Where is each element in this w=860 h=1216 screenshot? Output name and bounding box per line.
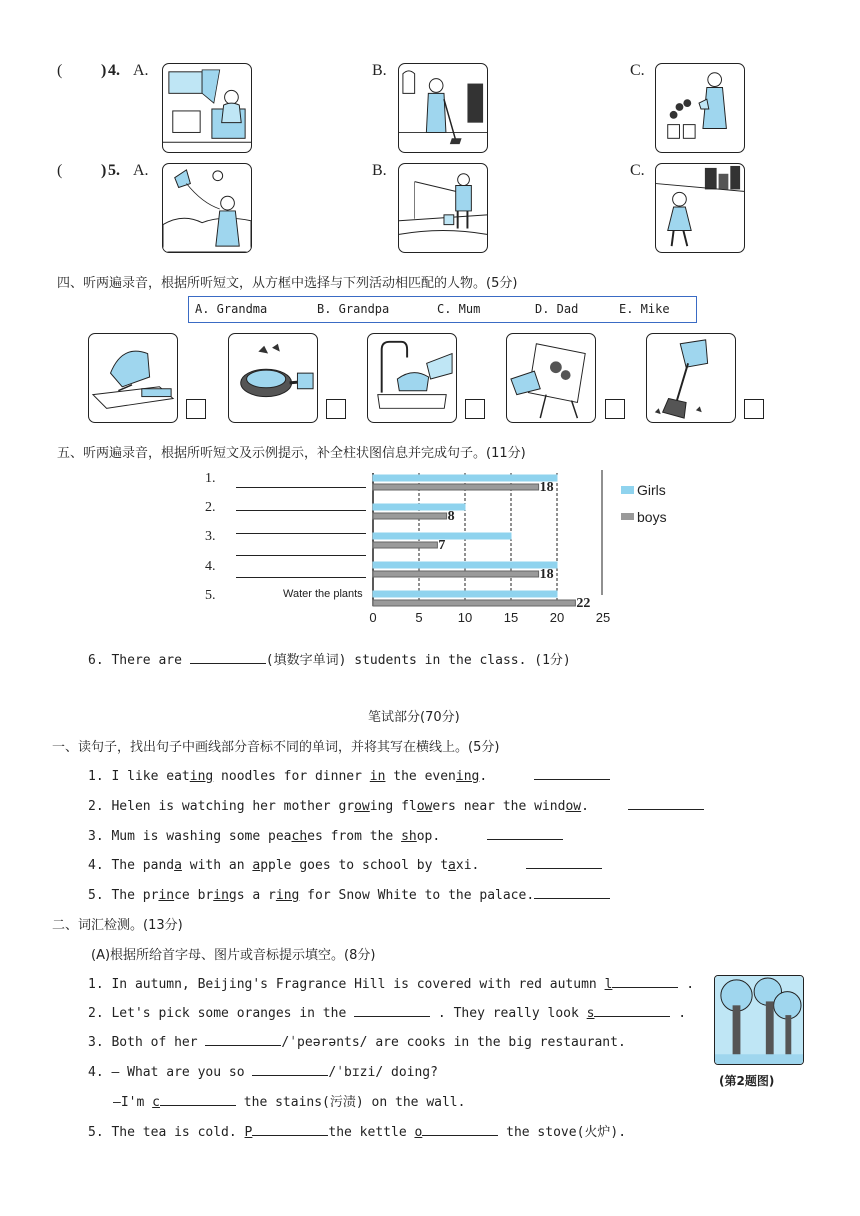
picture-5b-boy-fishing[interactable]	[398, 163, 488, 253]
chart-legend-swatch-boys	[621, 513, 634, 520]
part-1-title: 一、读句子，找出句子中画线部分音标不同的单词，并将其写在横线上。(5分)	[52, 740, 500, 755]
chart-data-label-boys-1: 18	[539, 480, 554, 495]
phonics-blank-4[interactable]	[526, 855, 602, 869]
vocab-blank-5a[interactable]	[252, 1122, 328, 1136]
picture-4c-girl-watering-flowers[interactable]	[655, 63, 745, 153]
chart-x-tick-10: 10	[457, 610, 473, 625]
chart-bar-boys-2	[373, 513, 447, 519]
vocab-blank-4b[interactable]	[160, 1092, 236, 1106]
chart-bar-boys-3	[373, 542, 437, 548]
phonics-blank-5[interactable]	[534, 885, 610, 899]
question-6-number: 6.	[88, 653, 104, 668]
phonics-item-5: 5. The prince brings a ring for Snow White to the palace.	[88, 885, 610, 903]
phonics-blank-2[interactable]	[628, 796, 704, 810]
name-options-box	[188, 296, 697, 323]
answer-paren-open-5: (	[57, 162, 63, 179]
figure-autumn-trees	[714, 975, 804, 1065]
option-label-5c: C.	[630, 162, 645, 179]
vocab-blank-2b[interactable]	[594, 1003, 670, 1017]
picture-4b-girl-sweeping[interactable]	[398, 63, 488, 153]
chart-x-tick-25: 25	[595, 610, 611, 625]
option-label-4c: C.	[630, 62, 645, 79]
vocab-blank-2a[interactable]	[354, 1003, 430, 1017]
answer-box-2[interactable]	[326, 399, 346, 419]
chart-row-number-5: 5.	[205, 588, 216, 603]
question-6-text-after: (填数字单词) students in the class. (1分)	[265, 653, 571, 668]
name-option-e: E. Mike	[619, 302, 670, 316]
chart-bar-boys-4	[373, 571, 539, 577]
vocab-blank-3[interactable]	[205, 1032, 281, 1046]
activity-picture-painting[interactable]	[506, 333, 596, 423]
answer-paren-open-4: (	[57, 62, 63, 79]
chart-data-label-boys-4: 18	[539, 567, 554, 582]
chart-bar-girls-4	[373, 562, 557, 568]
picture-5a-girl-flying-kite[interactable]	[162, 163, 252, 253]
phonics-item-3: 3. Mum is washing some peaches from the shop.	[88, 826, 563, 844]
name-option-a: A. Grandma	[195, 302, 268, 316]
option-label-4b: B.	[372, 62, 387, 79]
figure-caption: (第2题图)	[719, 1074, 775, 1088]
chart-data-label-boys-3: 7	[438, 538, 446, 553]
question-number-5: 5.	[108, 162, 120, 179]
answer-box-4[interactable]	[605, 399, 625, 419]
phonics-blank-3[interactable]	[487, 826, 563, 840]
chart-legend-label-boys: boys	[637, 509, 667, 525]
chart-x-tick-5: 5	[415, 610, 423, 625]
vocab-item-5: 5. The tea is cold. P the kettle o the stove(火炉).	[88, 1121, 626, 1140]
chart-data-label-boys-5: 22	[576, 596, 591, 611]
vocab-item-4-reply: —I'm c the stains(污渍) on the wall.	[113, 1091, 465, 1110]
chart-row-number-2: 2.	[205, 500, 216, 515]
section-5-title: 五、听两遍录音，根据所听短文及示例提示，补全柱状图信息并完成句子。(11分)	[57, 446, 526, 461]
activity-picture-washing[interactable]	[367, 333, 457, 423]
question-6	[88, 649, 571, 668]
phonics-blank-1[interactable]	[534, 766, 610, 780]
chart-data-label-boys-2: 8	[447, 509, 455, 524]
chart-bar-girls-1	[373, 475, 557, 481]
chart-bar-boys-1	[373, 484, 539, 490]
option-label-5a: A.	[133, 162, 149, 179]
chart-row-number-4: 4.	[205, 559, 216, 574]
vocab-blank-4a[interactable]	[252, 1062, 328, 1076]
answer-paren-close-5: )	[101, 162, 107, 179]
chart-row-number-3: 3.	[205, 529, 216, 544]
chart-x-tick-20: 20	[549, 610, 565, 625]
chart-bar-boys-5	[373, 600, 575, 606]
phonics-item-1: 1. I like eating noodles for dinner in the evening.	[88, 766, 610, 784]
name-option-d: D. Dad	[535, 302, 579, 316]
activity-picture-sweeping[interactable]	[646, 333, 736, 423]
activity-picture-writing[interactable]	[88, 333, 178, 423]
chart-row-label-water-plants: Water the plants	[283, 588, 363, 600]
picture-4a-girl-watching-tv[interactable]	[162, 63, 252, 153]
question-6-text-before: There are	[111, 653, 190, 668]
vocab-item-4: 4. — What are you so /ˈbɪzi/ doing?	[88, 1062, 438, 1080]
part-2-title: 二、词汇检测。(13分)	[52, 918, 183, 933]
vocab-item-1: 1. In autumn, Beijing's Fragrance Hill is covered with red autumn l .	[88, 974, 694, 992]
option-label-4a: A.	[133, 62, 149, 79]
name-option-b: B. Grandpa	[317, 302, 390, 316]
phonics-item-4: 4. The panda with an apple goes to school by taxi.	[88, 855, 602, 873]
picture-5c-girl-walking-city[interactable]	[655, 163, 745, 253]
chart-legend-label-girls: Girls	[637, 482, 666, 498]
answer-box-5[interactable]	[744, 399, 764, 419]
option-label-5b: B.	[372, 162, 387, 179]
section-4-title: 四、听两遍录音，根据所听短文，从方框中选择与下列活动相匹配的人物。(5分)	[57, 276, 518, 291]
vocab-blank-1[interactable]	[612, 974, 678, 988]
activity-picture-cooking[interactable]	[228, 333, 318, 423]
chart-x-tick-15: 15	[503, 610, 519, 625]
question-6-blank[interactable]	[190, 650, 266, 664]
vocab-item-3: 3. Both of her /ˈpeərənts/ are cooks in the big restaurant.	[88, 1032, 626, 1050]
phonics-item-2: 2. Helen is watching her mother growing flowers near the window.	[88, 796, 704, 814]
bar-chart	[340, 465, 680, 625]
vocab-item-2: 2. Let's pick some oranges in the . They really look s .	[88, 1003, 686, 1021]
chart-x-tick-0: 0	[369, 610, 377, 625]
part-2a-instruction: (A)根据所给首字母、图片或音标提示填空。(8分)	[91, 948, 376, 963]
chart-legend-swatch-girls	[621, 486, 634, 494]
answer-paren-close-4: )	[101, 62, 107, 79]
question-number-4: 4.	[108, 62, 120, 79]
answer-box-1[interactable]	[186, 399, 206, 419]
name-option-c: C. Mum	[437, 302, 481, 316]
chart-bar-girls-5	[373, 591, 557, 597]
chart-row-number-1: 1.	[205, 471, 216, 486]
written-section-heading: 笔试部分(70分)	[368, 710, 460, 725]
vocab-blank-5b[interactable]	[422, 1122, 498, 1136]
answer-box-3[interactable]	[465, 399, 485, 419]
